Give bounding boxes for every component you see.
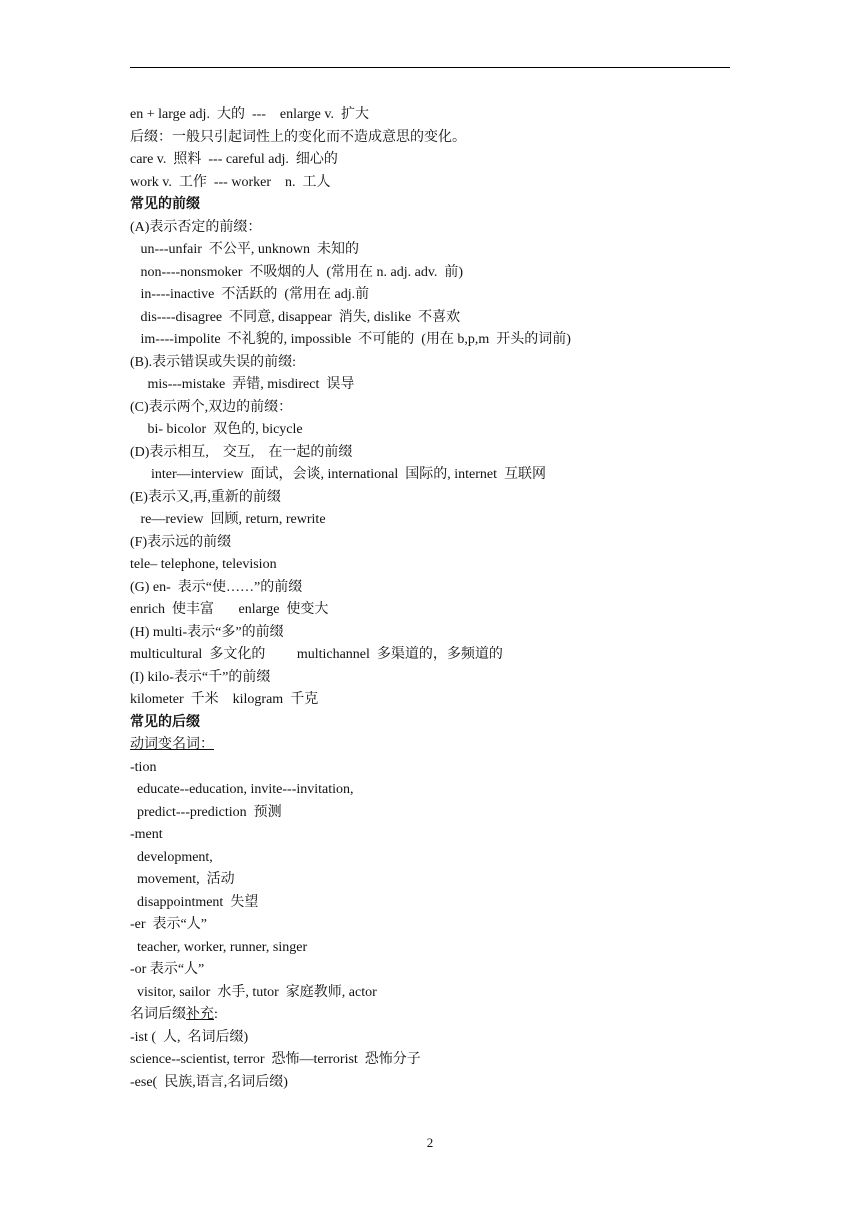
line-text: un---unfair 不公平, unknown 未知的	[130, 242, 360, 257]
text-line	[130, 779, 750, 802]
line-text: (C)表示两个,双边的前缀：	[130, 399, 293, 415]
line-text: -ese( 民族,语言,名词后缀)	[130, 1074, 288, 1090]
line-text: science--scientist, terror 恐怖—terrorist 恐怖分子	[130, 1052, 421, 1067]
text-line	[130, 217, 750, 240]
text-line	[130, 734, 750, 757]
line-text: inter—interview 面试，会谈, international 国际的, internet 互联网	[130, 467, 547, 482]
text-line	[130, 104, 750, 127]
text-line	[130, 532, 750, 555]
line-text: visitor, sailor 水手, tutor 家庭教师, actor	[130, 984, 377, 1000]
line-text: enrich 使丰富 enlarge 使变大	[130, 602, 329, 617]
line-text: 常见的前缀	[130, 197, 200, 212]
line-text: en + large adj. 大的 --- enlarge v. 扩大	[130, 107, 369, 122]
text-line	[130, 824, 750, 847]
text-line	[130, 509, 750, 532]
text-line	[130, 1072, 750, 1095]
text-line	[130, 127, 750, 150]
underlined-segment: 补充	[186, 1007, 214, 1022]
text-line	[130, 869, 750, 892]
text-line	[130, 802, 750, 825]
text-segment: 名词后缀	[130, 1007, 186, 1022]
text-line	[130, 284, 750, 307]
text-line	[130, 644, 750, 667]
text-line	[130, 172, 750, 195]
line-text: care v. 照料 --- careful adj. 细心的	[130, 152, 338, 167]
line-text: (H) multi-表示“多”的前缀	[130, 624, 284, 640]
text-line	[130, 397, 750, 420]
header-rule	[130, 67, 730, 68]
text-line	[130, 959, 750, 982]
line-text: -ment	[130, 827, 163, 842]
line-text: bi- bicolor 双色的, bicycle	[130, 422, 303, 437]
text-line	[130, 577, 750, 600]
text-line	[130, 1004, 750, 1027]
line-text: work v. 工作 --- worker n. 工人	[130, 174, 331, 190]
line-text: educate--education, invite---invitation,	[130, 782, 354, 797]
text-line	[130, 937, 750, 960]
page-number: 2	[426, 1135, 434, 1150]
line-text: -ist ( 人, 名词后缀)	[130, 1029, 249, 1045]
line-text: (B).表示错误或失误的前缀:	[130, 354, 297, 370]
line-text: (G) en- 表示“使……”的前缀	[130, 579, 303, 595]
document-body	[130, 104, 750, 1094]
line-text: im----impolite 不礼貌的, impossible 不可能的 (用在 b,p,m 开头的词前)	[130, 332, 571, 347]
text-line	[130, 914, 750, 937]
text-line	[130, 892, 750, 915]
line-text: multicultural 多文化的 multichannel 多渠道的，多频道的	[130, 647, 503, 662]
text-segment: :	[214, 1007, 218, 1022]
line-text: disappointment 失望	[130, 894, 259, 910]
text-line	[130, 554, 750, 577]
text-line	[130, 982, 750, 1005]
line-text: development,	[130, 849, 213, 865]
text-line	[130, 352, 750, 375]
line-text: 后缀：一般只引起词性上的变化而不造成意思的变化。	[130, 129, 466, 145]
text-line	[130, 599, 750, 622]
line-text: -or 表示“人”	[130, 962, 205, 977]
line-text: 常见的后缀	[130, 714, 200, 730]
text-line	[130, 1027, 750, 1050]
text-line	[130, 149, 750, 172]
text-line	[130, 622, 750, 645]
text-line	[130, 689, 750, 712]
line-text: predict---prediction 预测	[130, 804, 282, 820]
line-text: kilometer 千米 kilogram 千克	[130, 692, 319, 707]
line-text: mis---mistake 弄错, misdirect 误导	[130, 377, 355, 392]
line-text: (I) kilo-表示“千”的前缀	[130, 669, 271, 685]
text-line	[130, 487, 750, 510]
line-text: in----inactive 不活跃的 (常用在 adj.前	[130, 287, 370, 302]
text-line	[130, 374, 750, 397]
line-text: tele– telephone, television	[130, 557, 277, 572]
underlined-heading: 动词变名词：	[130, 737, 214, 752]
line-text: (E)表示又,再,重新的前缀	[130, 489, 281, 505]
text-line	[130, 464, 750, 487]
section-heading	[130, 712, 750, 735]
section-heading	[130, 194, 750, 217]
line-text: re—review 回顾, return, rewrite	[130, 512, 326, 527]
line-text: -tion	[130, 759, 157, 775]
text-line	[130, 239, 750, 262]
line-text: non----nonsmoker 不吸烟的人 (常用在 n. adj. adv. 前)	[130, 264, 464, 280]
line-text: movement, 活动	[130, 872, 235, 887]
text-line	[130, 847, 750, 870]
line-text: dis----disagree 不同意, disappear 消失, dislike 不喜欢	[130, 309, 461, 325]
line-text: (A)表示否定的前缀：	[130, 219, 262, 235]
text-line	[130, 667, 750, 690]
text-line	[130, 757, 750, 780]
line-text: (D)表示相互, 交互, 在一起的前缀	[130, 444, 353, 460]
text-line	[130, 419, 750, 442]
line-text: (F)表示远的前缀	[130, 534, 232, 550]
text-line	[130, 262, 750, 285]
text-line	[130, 307, 750, 330]
line-text: teacher, worker, runner, singer	[130, 939, 308, 955]
text-line	[130, 1049, 750, 1072]
text-line	[130, 329, 750, 352]
line-text: -er 表示“人”	[130, 917, 207, 932]
text-line	[130, 442, 750, 465]
